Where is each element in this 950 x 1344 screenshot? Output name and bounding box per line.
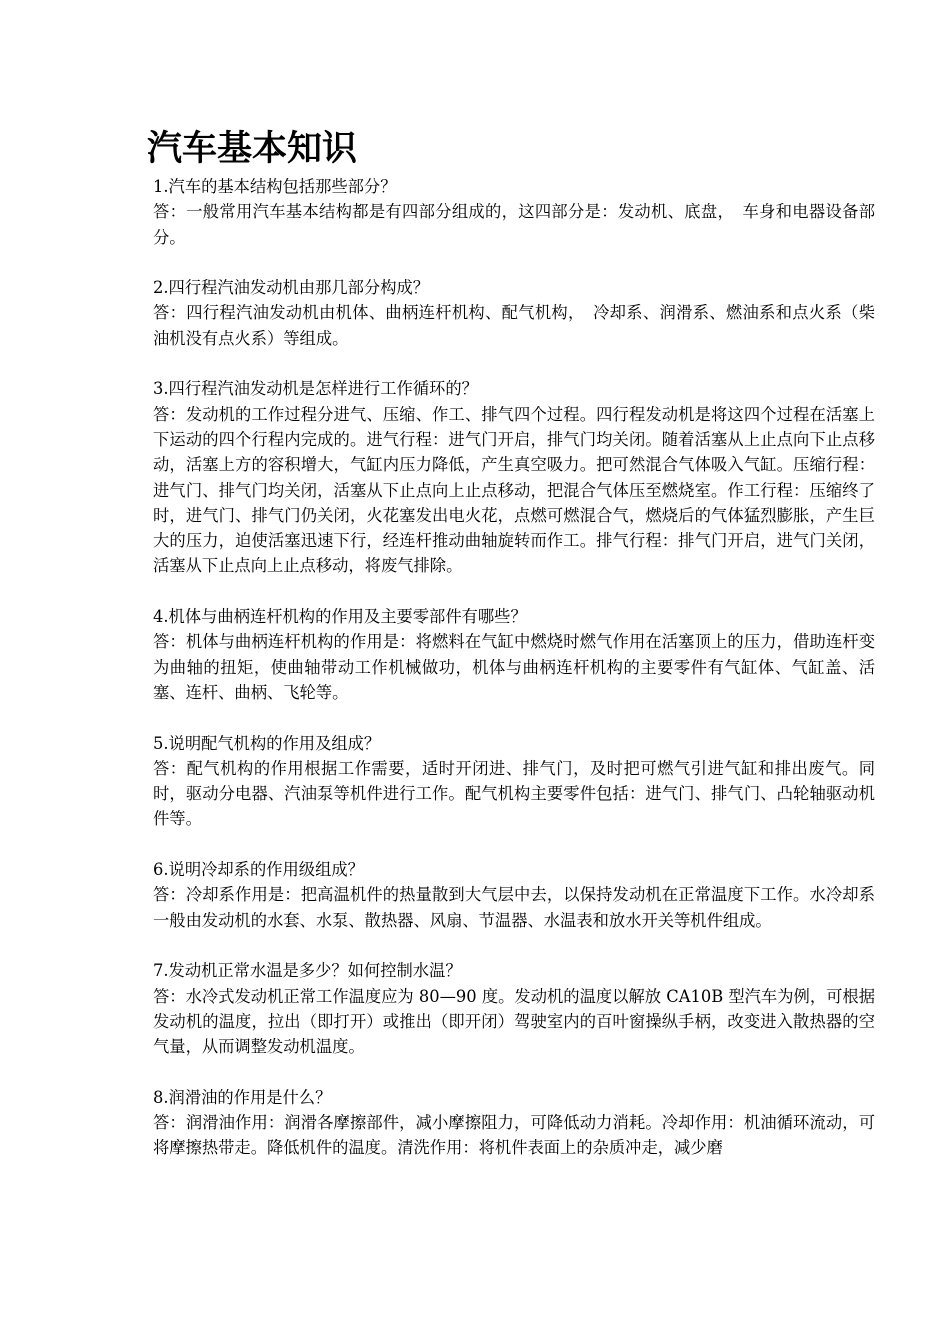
answer-2: 答：四行程汽油发动机由机体、曲柄连杆机构、配气机构， 冷却系、润滑系、燃油系和点火系（柴油机没有点火系）等组成。 xyxy=(153,303,875,348)
qa-item-6 xyxy=(153,857,875,933)
answer-5: 答：配气机构的作用根据工作需要，适时开闭进、排气门，及时把可燃气引进气缸和排出废气。同时，驱动分电器、汽油泵等机件进行工作。配气机构主要零件包括：进气门、排气门、凸轮轴驱动机件等。 xyxy=(153,758,875,829)
question-8: 8.润滑油的作用是什么？ xyxy=(153,1087,332,1107)
question-5: 5.说明配气机构的作用及组成？ xyxy=(153,733,381,753)
qa-item-8 xyxy=(153,1085,875,1161)
qa-item-1 xyxy=(153,174,875,250)
question-4: 4.机体与曲柄连杆机构的作用及主要零部件有哪些？ xyxy=(153,607,527,627)
answer-4: 答：机体与曲柄连杆机构的作用是：将燃料在气缸中燃烧时燃气作用在活塞顶上的压力，借助连杆变为曲轴的扭矩，使曲轴带动工作机械做功，机体与曲柄连杆机构的主要零件有气缸体、气缸盖、活塞、连杆、曲柄、飞轮等。 xyxy=(153,632,875,702)
qa-item-2 xyxy=(153,275,875,351)
document-title: 汽车基本知识 xyxy=(147,129,358,169)
answer-7: 答：水冷式发动机正常工作温度应为 80—90 度。发动机的温度以解放 CA10B 型汽车为例，可根据发动机的温度，拉出（即打开）或推出（即开闭）驾驶室内的百叶窗操纵手柄，改变进入散热器的空气量，从而调整发动机温度。 xyxy=(153,986,875,1057)
question-7: 7.发动机正常水温是多少？如何控制水温？ xyxy=(153,961,462,981)
question-3: 3.四行程汽油发动机是怎样进行工作循环的？ xyxy=(153,379,478,399)
question-6: 6.说明冷却系的作用级组成？ xyxy=(153,860,364,880)
qa-item-7 xyxy=(153,958,875,1059)
qa-item-5 xyxy=(153,731,875,832)
qa-item-4 xyxy=(153,604,875,705)
question-2: 2.四行程汽油发动机由那几部分构成？ xyxy=(153,278,430,298)
answer-8: 答：润滑油作用：润滑各摩擦部件，减小摩擦阻力，可降低动力消耗。冷却作用：机油循环流动，可将摩擦热带走。降低机件的温度。清洗作用：将机件表面上的杂质冲走，减少磨 xyxy=(153,1112,875,1158)
answer-6: 答：冷却系作用是：把高温机件的热量散到大气层中去，以保持发动机在正常温度下工作。水冷却系一般由发动机的水套、水泵、散热器、风扇、节温器、水温表和放水开关等机件组成。 xyxy=(153,885,875,930)
qa-item-3 xyxy=(153,376,875,578)
answer-3: 答：发动机的工作过程分进气、压缩、作工、排气四个过程。四行程发动机是将这四个过程在活塞上下运动的四个行程内完成的。进气行程：进气门开启，排气门均关闭。随着活塞从上止点向下止点移动，活塞上方的容积增大，气缸内压力降低，产生真空吸力。把可然混合气体吸入气缸。压缩行程：进气门、排气门均关闭，活塞从下止点向上止点移动，把混合气体压至燃烧室。作工行程：压缩终了时，进气门、排气门仍关闭，火花塞发出电火花，点燃可燃混合气，燃烧后的气体猛烈膨胀，产生巨大的压力，迫使活塞迅速下行，经连杆推动曲轴旋转而作工。排气行程：排气门开启，进气门关闭，活塞从下止点向上止点移动，将废气排除。 xyxy=(153,404,875,576)
answer-1: 答：一般常用汽车基本结构都是有四部分组成的，这四部分是：发动机、底盘， 车身和电器设备部分。 xyxy=(153,202,875,247)
question-1: 1.汽车的基本结构包括那些部分？ xyxy=(153,177,397,196)
qa-list xyxy=(153,174,875,1186)
